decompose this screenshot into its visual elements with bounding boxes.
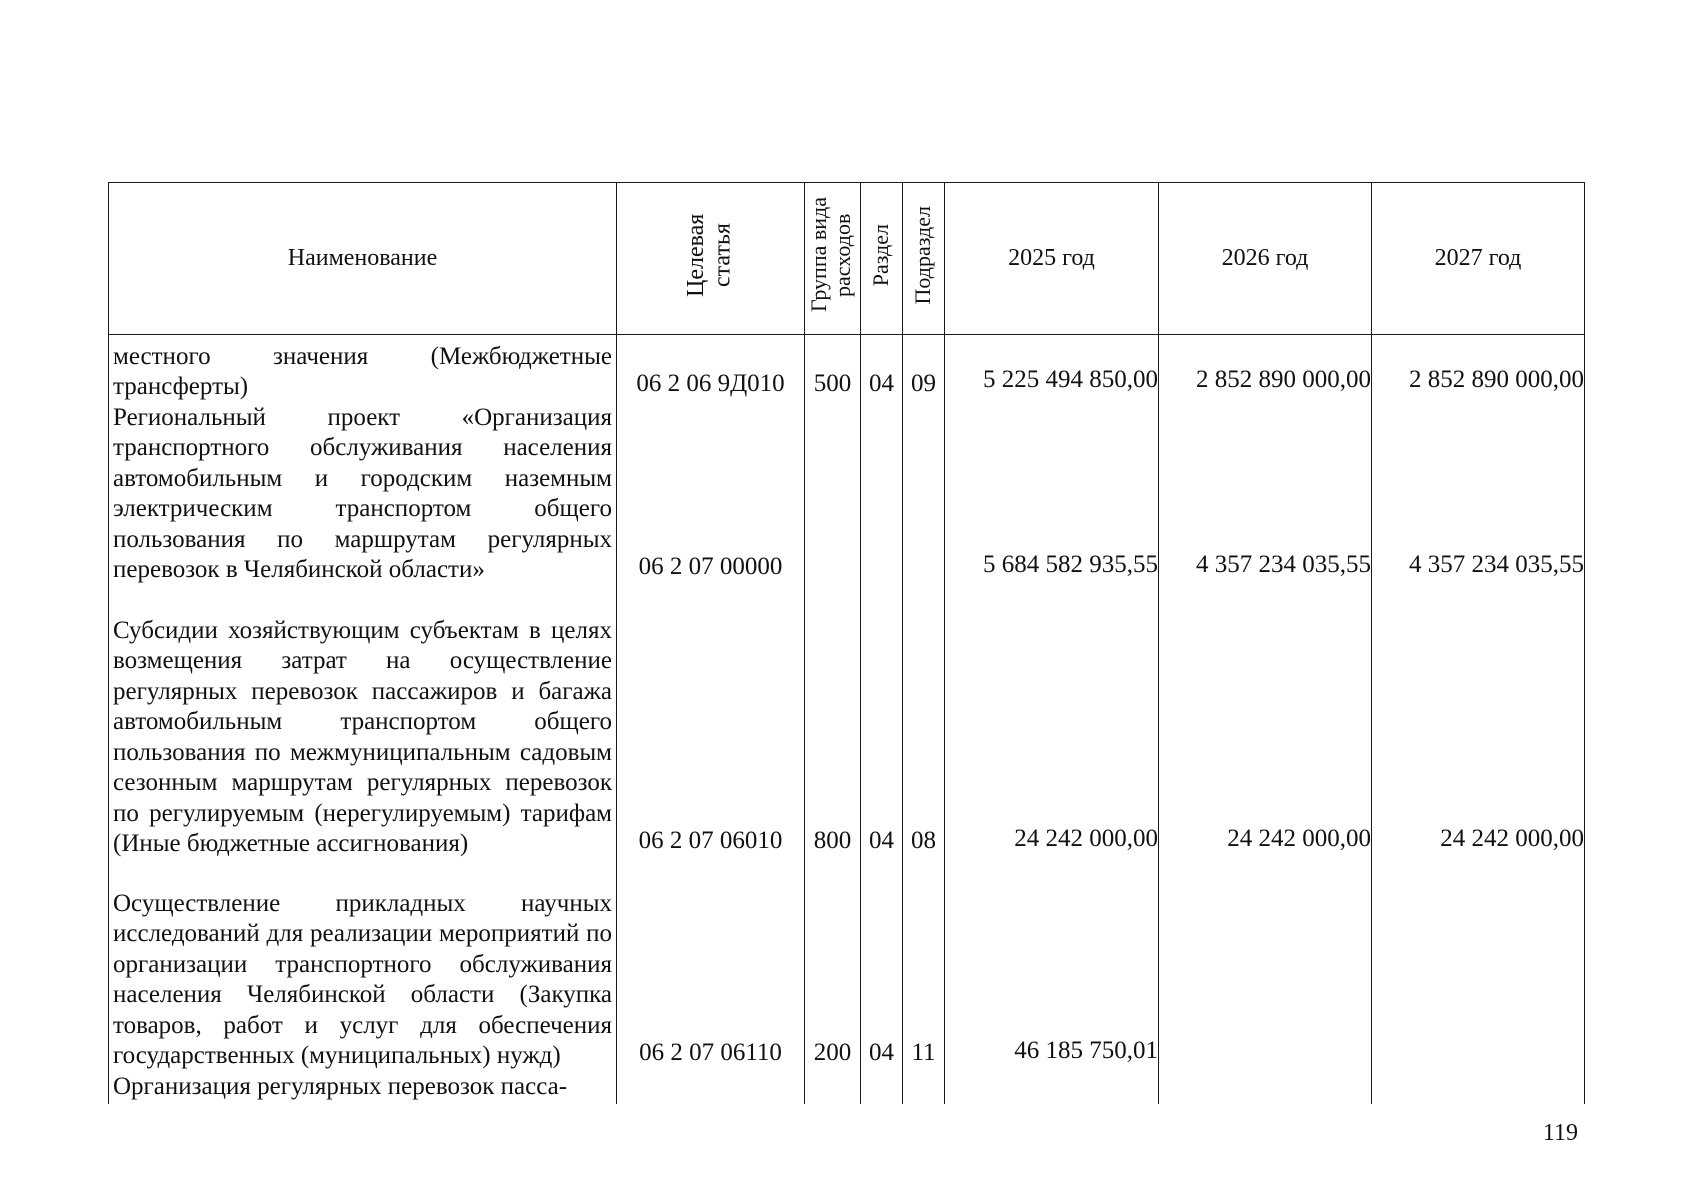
row-amount-2027 xyxy=(1372,1072,1585,1104)
table-header-row xyxy=(109,183,1585,335)
row-target-article: 06 2 07 06110 xyxy=(617,860,805,1072)
row-target-article: 06 2 07 00000 xyxy=(617,403,805,586)
row-expense-group xyxy=(805,1072,861,1104)
header-section: Раздел xyxy=(861,183,903,335)
row-amount-2025: 5 225 494 850,00 xyxy=(945,335,1159,403)
row-subsection xyxy=(903,1072,945,1104)
row-expense-group: 800 xyxy=(805,586,861,860)
header-year-2027: 2027 год xyxy=(1372,183,1585,335)
row-name: Субсидии хозяйствующим субъектам в целях возмещения затрат на осуществление регулярных перевозок пассажиров и багажа автомобильным транспортом общего пользования по межмуниципальным садовым сезонным маршрутам регулярных перевозок по регулируемым (нерегулируемым) тарифам (Иные бюджетные ассигнования) xyxy=(109,586,617,860)
row-amount-2025: 24 242 000,00 xyxy=(945,586,1159,860)
row-amount-2027 xyxy=(1372,860,1585,1072)
row-target-article: 06 2 07 06010 xyxy=(617,586,805,860)
table-row xyxy=(109,335,1585,403)
row-section: 04 xyxy=(861,586,903,860)
row-target-article: 06 2 06 9Д010 xyxy=(617,335,805,403)
row-section xyxy=(861,403,903,586)
header-subsection: Подраздел xyxy=(903,183,945,335)
row-amount-2025: 46 185 750,01 xyxy=(945,860,1159,1072)
row-expense-group: 500 xyxy=(805,335,861,403)
row-expense-group: 200 xyxy=(805,860,861,1072)
table-row xyxy=(109,403,1585,586)
row-section: 04 xyxy=(861,335,903,403)
row-amount-2026: 24 242 000,00 xyxy=(1159,586,1372,860)
table-row xyxy=(109,1072,1585,1104)
row-amount-2027: 24 242 000,00 xyxy=(1372,586,1585,860)
row-amount-2027: 2 852 890 000,00 xyxy=(1372,335,1585,403)
row-subsection: 11 xyxy=(903,860,945,1072)
row-name: Осуществление прикладных научных исследований для реализации мероприятий по организации транспортного обслуживания населения Челябинской области (Закупка товаров, работ и услуг для обеспечения государственных (муниципальных) нужд) xyxy=(109,860,617,1072)
row-target-article xyxy=(617,1072,805,1104)
header-target-article: Целевая статья xyxy=(617,183,805,335)
row-subsection xyxy=(903,403,945,586)
budget-table xyxy=(108,182,1585,1104)
row-expense-group xyxy=(805,403,861,586)
row-amount-2025: 5 684 582 935,55 xyxy=(945,403,1159,586)
row-amount-2026 xyxy=(1159,860,1372,1072)
row-section xyxy=(861,1072,903,1104)
row-name: местного значения (Межбюджетные трансферты) xyxy=(109,335,617,403)
table-row xyxy=(109,860,1585,1072)
row-amount-2026: 2 852 890 000,00 xyxy=(1159,335,1372,403)
row-name: Региональный проект «Организация транспортного обслуживания населения автомобильным и городским наземным электрическим транспортом общего пользования по маршрутам регулярных перевозок в Челябинской области» xyxy=(109,403,617,586)
header-year-2026: 2026 год xyxy=(1159,183,1372,335)
row-amount-2026 xyxy=(1159,1072,1372,1104)
row-section: 04 xyxy=(861,860,903,1072)
row-amount-2025 xyxy=(945,1072,1159,1104)
header-expense-group: Группа вида расходов xyxy=(805,183,861,335)
table-row xyxy=(109,586,1585,860)
row-amount-2027: 4 357 234 035,55 xyxy=(1372,403,1585,586)
row-name: Организация регулярных перевозок пасса- xyxy=(109,1072,617,1104)
row-amount-2026: 4 357 234 035,55 xyxy=(1159,403,1372,586)
header-year-2025: 2025 год xyxy=(945,183,1159,335)
page-number: 119 xyxy=(1542,1120,1578,1146)
row-subsection: 08 xyxy=(903,586,945,860)
header-name: Наименование xyxy=(109,183,617,335)
row-subsection: 09 xyxy=(903,335,945,403)
